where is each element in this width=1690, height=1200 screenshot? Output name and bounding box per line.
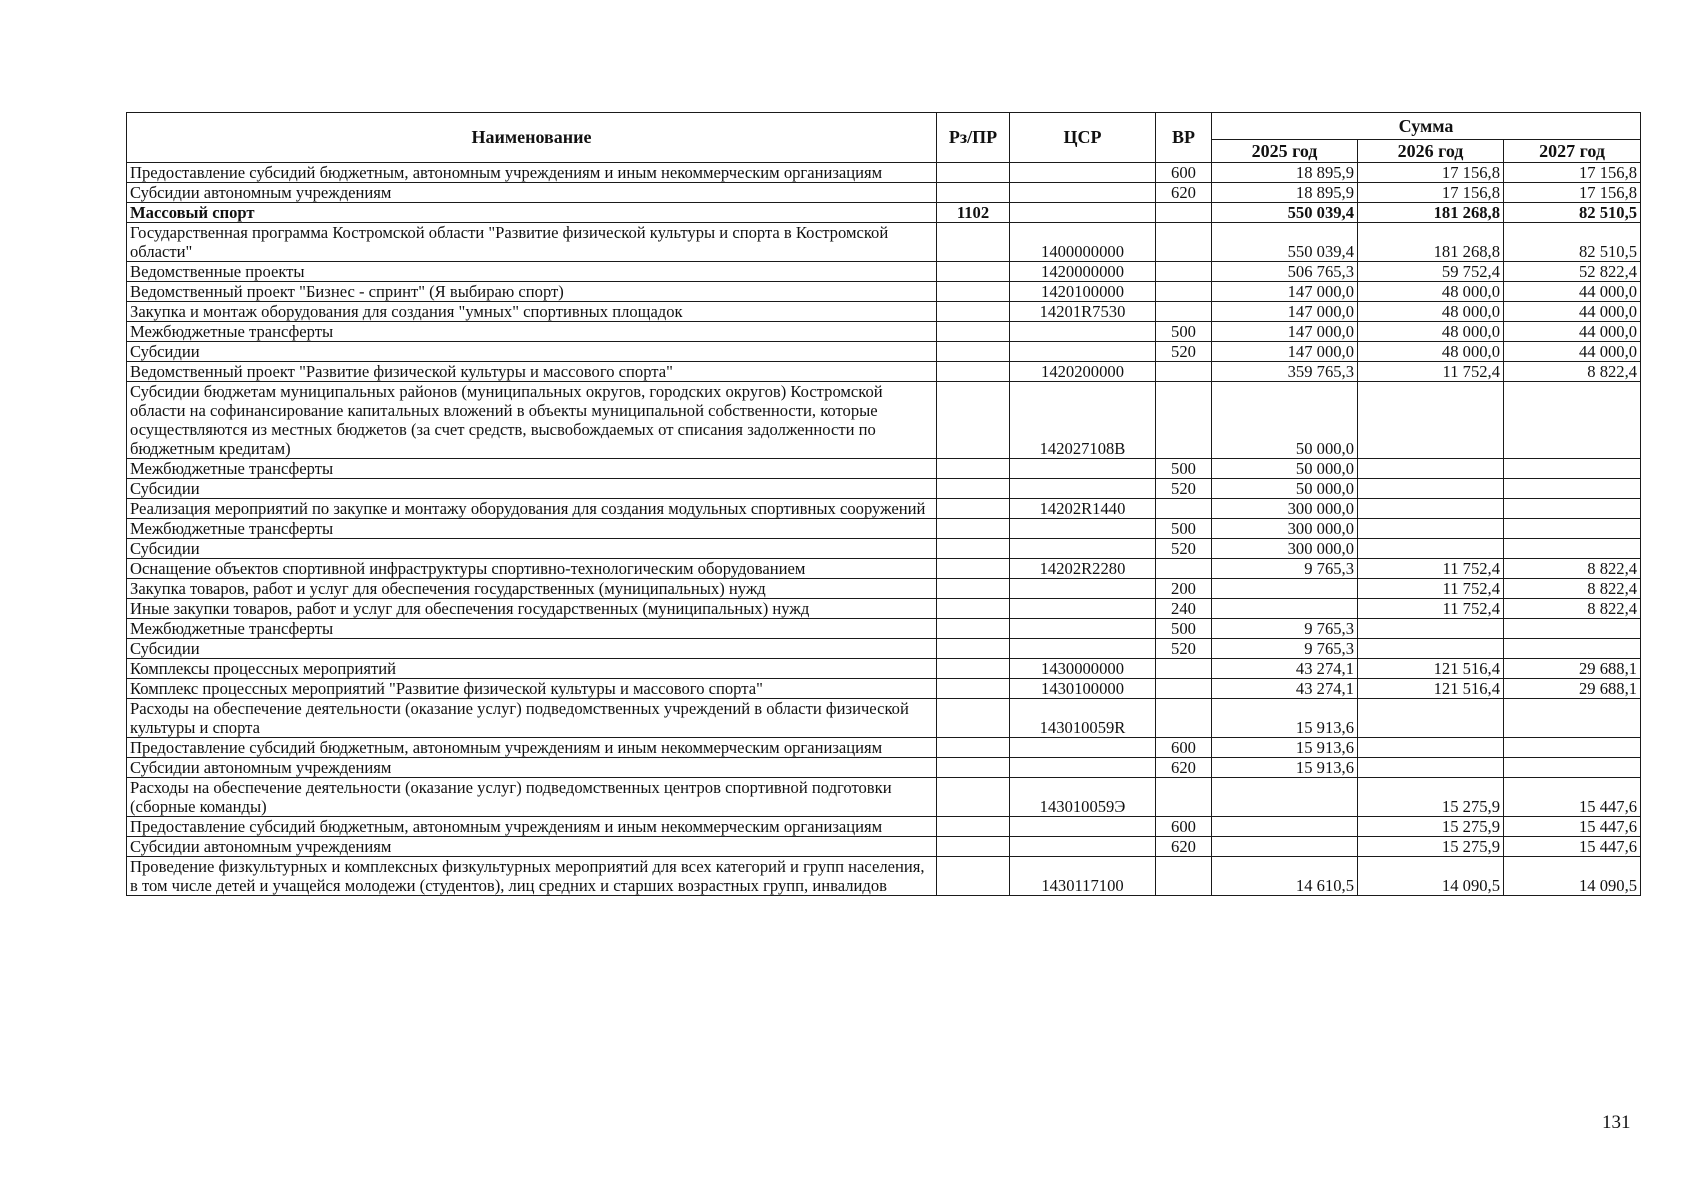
table-row — [127, 499, 1641, 519]
cell-2027 — [1504, 539, 1641, 559]
table-row — [127, 699, 1641, 738]
cell-csr — [1010, 322, 1156, 342]
cell-csr — [1010, 599, 1156, 619]
table-row — [127, 382, 1641, 459]
cell-name: Оснащение объектов спортивной инфраструктуры спортивно-технологическим оборудованием — [127, 559, 937, 579]
cell-2026: 15 275,9 — [1358, 837, 1504, 857]
cell-rzpr — [937, 559, 1010, 579]
cell-2027 — [1504, 459, 1641, 479]
cell-csr — [1010, 459, 1156, 479]
cell-rzpr — [937, 362, 1010, 382]
cell-name: Закупка и монтаж оборудования для создания "умных" спортивных площадок — [127, 302, 937, 322]
table-row — [127, 639, 1641, 659]
table-row — [127, 519, 1641, 539]
cell-csr — [1010, 579, 1156, 599]
cell-2025: 300 000,0 — [1212, 539, 1358, 559]
cell-vr: 620 — [1156, 837, 1212, 857]
cell-name: Комплексы процессных мероприятий — [127, 659, 937, 679]
cell-name: Массовый спорт — [127, 203, 937, 223]
cell-2025: 50 000,0 — [1212, 382, 1358, 459]
cell-name: Расходы на обеспечение деятельности (оказание услуг) подведомственных центров спортивной подготовки (сборные команды) — [127, 778, 937, 817]
cell-2027 — [1504, 479, 1641, 499]
cell-vr: 500 — [1156, 322, 1212, 342]
cell-rzpr — [937, 817, 1010, 837]
table-row — [127, 223, 1641, 262]
cell-2025 — [1212, 579, 1358, 599]
table-row — [127, 262, 1641, 282]
cell-rzpr — [937, 342, 1010, 362]
cell-rzpr — [937, 778, 1010, 817]
cell-2027: 15 447,6 — [1504, 817, 1641, 837]
page-number: 131 — [1602, 1112, 1631, 1133]
cell-2026 — [1358, 619, 1504, 639]
cell-name: Межбюджетные трансферты — [127, 459, 937, 479]
cell-name: Государственная программа Костромской области "Развитие физической культуры и спорта в Костромской области" — [127, 223, 937, 262]
cell-2027 — [1504, 758, 1641, 778]
cell-2027: 44 000,0 — [1504, 302, 1641, 322]
header-year-2025: 2025 год — [1212, 140, 1358, 163]
cell-csr — [1010, 342, 1156, 362]
cell-2025: 506 765,3 — [1212, 262, 1358, 282]
cell-2027: 8 822,4 — [1504, 599, 1641, 619]
cell-csr: 1420000000 — [1010, 262, 1156, 282]
cell-csr: 143010059R — [1010, 699, 1156, 738]
cell-name: Субсидии бюджетам муниципальных районов (муниципальных округов, городских округов) Костромской области на софинансирование капитальных вложений в объекты муниципальной собственности, которые осуществляются из местных бюджетов (за счет средств, высвобождаемых от списания задолженности по бюджетным кредитам) — [127, 382, 937, 459]
cell-csr — [1010, 519, 1156, 539]
cell-vr: 520 — [1156, 639, 1212, 659]
cell-2025 — [1212, 817, 1358, 837]
table-row — [127, 659, 1641, 679]
cell-csr: 143010059Э — [1010, 778, 1156, 817]
cell-2027 — [1504, 619, 1641, 639]
cell-csr: 142027108В — [1010, 382, 1156, 459]
cell-2027: 82 510,5 — [1504, 223, 1641, 262]
cell-name: Субсидии автономным учреждениям — [127, 758, 937, 778]
cell-2026: 14 090,5 — [1358, 857, 1504, 896]
cell-2025: 15 913,6 — [1212, 738, 1358, 758]
table-body — [127, 163, 1641, 896]
cell-2026: 121 516,4 — [1358, 679, 1504, 699]
cell-name: Закупка товаров, работ и услуг для обеспечения государственных (муниципальных) нужд — [127, 579, 937, 599]
cell-vr — [1156, 559, 1212, 579]
cell-2025: 550 039,4 — [1212, 203, 1358, 223]
table-row — [127, 857, 1641, 896]
cell-vr — [1156, 778, 1212, 817]
cell-vr — [1156, 679, 1212, 699]
cell-rzpr — [937, 659, 1010, 679]
cell-vr: 600 — [1156, 738, 1212, 758]
cell-2025: 14 610,5 — [1212, 857, 1358, 896]
cell-2027: 17 156,8 — [1504, 183, 1641, 203]
cell-name: Межбюджетные трансферты — [127, 619, 937, 639]
cell-rzpr — [937, 758, 1010, 778]
table-row — [127, 559, 1641, 579]
cell-2025: 15 913,6 — [1212, 699, 1358, 738]
cell-2025 — [1212, 837, 1358, 857]
cell-2026: 121 516,4 — [1358, 659, 1504, 679]
cell-vr — [1156, 499, 1212, 519]
cell-2027 — [1504, 382, 1641, 459]
cell-2026: 181 268,8 — [1358, 223, 1504, 262]
cell-csr: 1420200000 — [1010, 362, 1156, 382]
table-row — [127, 837, 1641, 857]
cell-2025: 147 000,0 — [1212, 342, 1358, 362]
cell-rzpr — [937, 183, 1010, 203]
cell-vr — [1156, 282, 1212, 302]
cell-name: Межбюджетные трансферты — [127, 519, 937, 539]
table-row — [127, 479, 1641, 499]
cell-2027 — [1504, 738, 1641, 758]
cell-2025: 50 000,0 — [1212, 459, 1358, 479]
cell-2026: 48 000,0 — [1358, 322, 1504, 342]
table-row — [127, 539, 1641, 559]
cell-2025 — [1212, 778, 1358, 817]
cell-csr — [1010, 619, 1156, 639]
cell-vr — [1156, 699, 1212, 738]
cell-csr — [1010, 837, 1156, 857]
cell-rzpr — [937, 599, 1010, 619]
cell-csr — [1010, 817, 1156, 837]
cell-name: Комплекс процессных мероприятий "Развитие физической культуры и массового спорта" — [127, 679, 937, 699]
table-row — [127, 778, 1641, 817]
cell-name: Ведомственный проект "Бизнес - спринт" (Я выбираю спорт) — [127, 282, 937, 302]
cell-vr: 520 — [1156, 479, 1212, 499]
cell-csr — [1010, 203, 1156, 223]
table-row — [127, 619, 1641, 639]
cell-csr: 14202R1440 — [1010, 499, 1156, 519]
cell-vr: 500 — [1156, 459, 1212, 479]
table-row — [127, 817, 1641, 837]
table-row — [127, 342, 1641, 362]
cell-csr: 1430100000 — [1010, 679, 1156, 699]
cell-2027: 14 090,5 — [1504, 857, 1641, 896]
cell-2026 — [1358, 499, 1504, 519]
cell-rzpr — [937, 302, 1010, 322]
header-vr: ВР — [1156, 113, 1212, 163]
cell-vr: 240 — [1156, 599, 1212, 619]
table-row — [127, 599, 1641, 619]
cell-2027: 8 822,4 — [1504, 362, 1641, 382]
cell-2026: 15 275,9 — [1358, 817, 1504, 837]
cell-vr: 620 — [1156, 758, 1212, 778]
cell-csr — [1010, 738, 1156, 758]
cell-rzpr — [937, 322, 1010, 342]
cell-name: Расходы на обеспечение деятельности (оказание услуг) подведомственных учреждений в области физической культуры и спорта — [127, 699, 937, 738]
cell-rzpr — [937, 639, 1010, 659]
cell-vr: 500 — [1156, 619, 1212, 639]
cell-2025: 18 895,9 — [1212, 183, 1358, 203]
cell-vr: 620 — [1156, 183, 1212, 203]
cell-2025: 18 895,9 — [1212, 163, 1358, 183]
cell-2027: 29 688,1 — [1504, 679, 1641, 699]
cell-rzpr: 1102 — [937, 203, 1010, 223]
cell-2027: 8 822,4 — [1504, 579, 1641, 599]
table-header — [127, 113, 1641, 163]
cell-2025: 147 000,0 — [1212, 322, 1358, 342]
table-row — [127, 362, 1641, 382]
cell-2025: 43 274,1 — [1212, 659, 1358, 679]
cell-2026 — [1358, 738, 1504, 758]
cell-vr — [1156, 223, 1212, 262]
cell-vr: 520 — [1156, 342, 1212, 362]
cell-2027: 44 000,0 — [1504, 342, 1641, 362]
cell-rzpr — [937, 837, 1010, 857]
cell-rzpr — [937, 619, 1010, 639]
cell-2026: 181 268,8 — [1358, 203, 1504, 223]
cell-2026: 48 000,0 — [1358, 302, 1504, 322]
cell-2026: 48 000,0 — [1358, 282, 1504, 302]
cell-2025: 9 765,3 — [1212, 559, 1358, 579]
cell-rzpr — [937, 262, 1010, 282]
cell-2026 — [1358, 699, 1504, 738]
table-row — [127, 322, 1641, 342]
cell-csr: 1430000000 — [1010, 659, 1156, 679]
cell-2027: 15 447,6 — [1504, 778, 1641, 817]
cell-2027: 17 156,8 — [1504, 163, 1641, 183]
cell-2026: 17 156,8 — [1358, 183, 1504, 203]
cell-2027: 82 510,5 — [1504, 203, 1641, 223]
cell-2026 — [1358, 539, 1504, 559]
cell-csr: 1400000000 — [1010, 223, 1156, 262]
table-row — [127, 579, 1641, 599]
header-csr: ЦСР — [1010, 113, 1156, 163]
cell-2026 — [1358, 639, 1504, 659]
cell-vr — [1156, 362, 1212, 382]
cell-2026: 59 752,4 — [1358, 262, 1504, 282]
cell-name: Межбюджетные трансферты — [127, 322, 937, 342]
cell-rzpr — [937, 163, 1010, 183]
cell-csr: 14201R7530 — [1010, 302, 1156, 322]
table-row — [127, 758, 1641, 778]
cell-2027: 44 000,0 — [1504, 282, 1641, 302]
cell-2025: 15 913,6 — [1212, 758, 1358, 778]
cell-2026 — [1358, 519, 1504, 539]
cell-name: Субсидии автономным учреждениям — [127, 183, 937, 203]
table-row — [127, 282, 1641, 302]
cell-2025: 359 765,3 — [1212, 362, 1358, 382]
cell-rzpr — [937, 459, 1010, 479]
cell-2027: 29 688,1 — [1504, 659, 1641, 679]
cell-name: Ведомственный проект "Развитие физической культуры и массового спорта" — [127, 362, 937, 382]
cell-name: Субсидии — [127, 479, 937, 499]
cell-2025: 9 765,3 — [1212, 639, 1358, 659]
cell-csr: 14202R2280 — [1010, 559, 1156, 579]
header-year-2026: 2026 год — [1358, 140, 1504, 163]
cell-2026: 17 156,8 — [1358, 163, 1504, 183]
cell-csr: 1420100000 — [1010, 282, 1156, 302]
cell-vr — [1156, 262, 1212, 282]
cell-rzpr — [937, 857, 1010, 896]
cell-2027 — [1504, 639, 1641, 659]
cell-name: Ведомственные проекты — [127, 262, 937, 282]
header-sum: Сумма — [1212, 113, 1641, 140]
table-row — [127, 679, 1641, 699]
cell-vr: 600 — [1156, 163, 1212, 183]
cell-2027: 52 822,4 — [1504, 262, 1641, 282]
cell-2026 — [1358, 459, 1504, 479]
table-row — [127, 459, 1641, 479]
table-row — [127, 738, 1641, 758]
cell-rzpr — [937, 499, 1010, 519]
cell-vr — [1156, 382, 1212, 459]
cell-2026: 11 752,4 — [1358, 599, 1504, 619]
header-year-2027: 2027 год — [1504, 140, 1641, 163]
cell-2026 — [1358, 758, 1504, 778]
cell-name: Проведение физкультурных и комплексных физкультурных мероприятий для всех категорий и групп населения, в том числе детей и учащейся молодежи (студентов), лиц средних и старших возрастных групп, инвалидов — [127, 857, 937, 896]
cell-2026: 11 752,4 — [1358, 579, 1504, 599]
cell-2025: 147 000,0 — [1212, 282, 1358, 302]
budget-table — [126, 112, 1641, 896]
table-row — [127, 163, 1641, 183]
cell-name: Реализация мероприятий по закупке и монтажу оборудования для создания модульных спортивных сооружений — [127, 499, 937, 519]
cell-rzpr — [937, 679, 1010, 699]
cell-2027: 15 447,6 — [1504, 837, 1641, 857]
cell-2025: 147 000,0 — [1212, 302, 1358, 322]
cell-vr: 500 — [1156, 519, 1212, 539]
cell-name: Субсидии — [127, 539, 937, 559]
cell-2027 — [1504, 699, 1641, 738]
cell-csr — [1010, 163, 1156, 183]
cell-csr — [1010, 539, 1156, 559]
cell-2025 — [1212, 599, 1358, 619]
cell-csr: 1430117100 — [1010, 857, 1156, 896]
cell-rzpr — [937, 382, 1010, 459]
cell-2027 — [1504, 499, 1641, 519]
cell-2026: 11 752,4 — [1358, 559, 1504, 579]
cell-rzpr — [937, 223, 1010, 262]
cell-name: Субсидии — [127, 639, 937, 659]
cell-vr: 600 — [1156, 817, 1212, 837]
cell-csr — [1010, 639, 1156, 659]
cell-name: Предоставление субсидий бюджетным, автономным учреждениям и иным некоммерческим организациям — [127, 817, 937, 837]
cell-name: Субсидии автономным учреждениям — [127, 837, 937, 857]
cell-2025: 300 000,0 — [1212, 499, 1358, 519]
cell-2025: 43 274,1 — [1212, 679, 1358, 699]
cell-2025: 9 765,3 — [1212, 619, 1358, 639]
table-row — [127, 203, 1641, 223]
cell-csr — [1010, 479, 1156, 499]
cell-2026 — [1358, 382, 1504, 459]
cell-2026: 15 275,9 — [1358, 778, 1504, 817]
header-rzpr: Рз/ПР — [937, 113, 1010, 163]
cell-2026: 48 000,0 — [1358, 342, 1504, 362]
cell-name: Иные закупки товаров, работ и услуг для обеспечения государственных (муниципальных) нужд — [127, 599, 937, 619]
cell-rzpr — [937, 519, 1010, 539]
cell-rzpr — [937, 479, 1010, 499]
cell-2025: 50 000,0 — [1212, 479, 1358, 499]
cell-vr — [1156, 857, 1212, 896]
cell-vr — [1156, 659, 1212, 679]
cell-2026 — [1358, 479, 1504, 499]
cell-vr: 520 — [1156, 539, 1212, 559]
cell-rzpr — [937, 579, 1010, 599]
cell-2026: 11 752,4 — [1358, 362, 1504, 382]
cell-name: Субсидии — [127, 342, 937, 362]
cell-csr — [1010, 183, 1156, 203]
cell-csr — [1010, 758, 1156, 778]
table-row — [127, 183, 1641, 203]
cell-vr: 200 — [1156, 579, 1212, 599]
cell-name: Предоставление субсидий бюджетным, автономным учреждениям и иным некоммерческим организациям — [127, 738, 937, 758]
cell-rzpr — [937, 539, 1010, 559]
cell-2025: 550 039,4 — [1212, 223, 1358, 262]
cell-2025: 300 000,0 — [1212, 519, 1358, 539]
cell-name: Предоставление субсидий бюджетным, автономным учреждениям и иным некоммерческим организациям — [127, 163, 937, 183]
cell-2027 — [1504, 519, 1641, 539]
table-row — [127, 302, 1641, 322]
header-name: Наименование — [127, 113, 937, 163]
cell-rzpr — [937, 282, 1010, 302]
cell-2027: 8 822,4 — [1504, 559, 1641, 579]
cell-vr — [1156, 302, 1212, 322]
cell-2027: 44 000,0 — [1504, 322, 1641, 342]
cell-rzpr — [937, 699, 1010, 738]
cell-rzpr — [937, 738, 1010, 758]
cell-vr — [1156, 203, 1212, 223]
